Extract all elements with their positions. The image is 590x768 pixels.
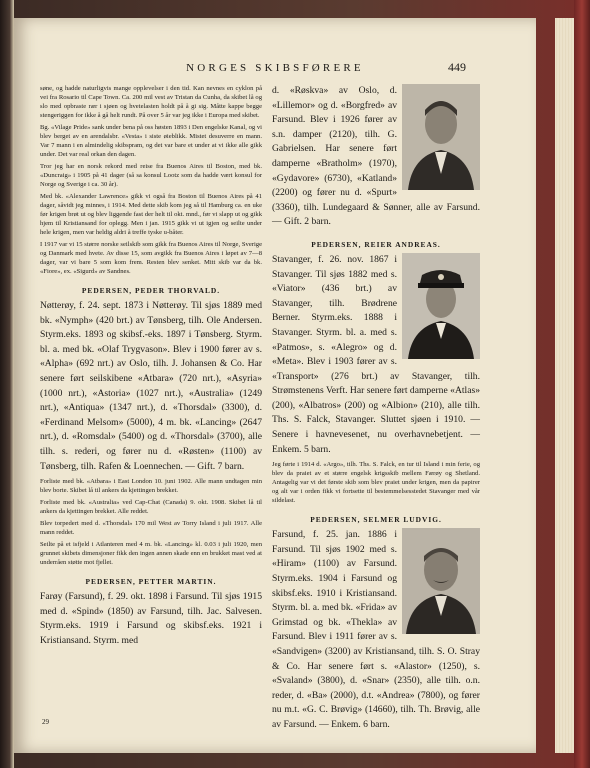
portrait-photo <box>402 84 480 190</box>
entry-bio: Nøtterøy, f. 24. sept. 1873 i Nøtterøy. Til sjøs 1889 med bk. «Nymph» (420 brt.) av Tønsberg, tilh. Ole Andersen. Styrm.eks. 1893 og skibsf.-eks. 1897 i Tønsberg. Styrm. bl. a. med bk. «Olaf Trygvason». Blev i 1900 fører av s. «Alpha» (692 nrt.) av Oslo, tilh. J. Johansen & Co. Har senere ført seilskibene «Atbara» (720 nrt.), «Asyria» (1000 nrt.), «Astoria» (1027 nrt.), «Australia» (1249 nrt.), «Antiqua» (1347 nrt.), d. «Thorsdal» (3300), d. «Ferdinand Melsom» (5000), 4 m. bk. «Lancing» (2647 nrt.), d. «Romsdal» (5400) og d. «Thorsdal» (3700), alle tilh. s. rederi, og fører nu d. «Røsten» (1100) av Tønsberg, tilh. Rafen & Loennechen. — Gift. 7 barn. <box>40 300 262 472</box>
portrait-man-suit-icon <box>402 84 480 190</box>
entry-note: Forliste med bk. «Australia» ved Cap-Chat (Canada) 9. okt. 1908. Skibet lå til ankers da kjettingen brekket. Alle reddet. <box>40 499 262 516</box>
entry-note: Seilte på et isfjeld i Atlanteren med 4 m. bk. «Lancing» kl. 0.03 i juli 1920, men grunnet skibets dimensjoner fikk den ingen annen skade enn en brukket mast ved at underråen støtte mot fjellet. <box>40 541 262 567</box>
intro-paragraph: søne, og hadde naturligvis mange opplevelser i den tid. Kan nevnes en cyklon på vei fra Rosario til Cape Town. Ca. 200 mil vest av Tristan da Cunha, da skibet lå og slo med opbraste rær i sjøen og hvetelasten holdt på å gi sig. Måtte kappe begge stengeriggen for ikke å gå helt rundt. På over 5 år var jeg ikke i Europa med skibet. <box>40 85 262 119</box>
portrait-man-mustache-icon <box>402 528 480 634</box>
book-cover-edge <box>574 0 590 768</box>
entry-note: Forliste med bk. «Atbara» i East London 10. juni 1902. Alle mann undtagen min blev borte. Skibet lå til ankers da kjettingen brekket. <box>40 478 262 495</box>
entry-bio-continued: Farøy (Farsund), f. 29. okt. 1898 i Farsund. Til sjøs 1915 med d. «Spind» (1850) av Farsund, tilh. Jac. Salvesen. Styrm.eks. 1919 i Farsund og skibsf.eks. 1921 i Kristiansand. Styrm. med <box>40 591 262 646</box>
intro-paragraph: Med bk. «Alexander Lawrence» gikk vi også fra Boston til Buenos Aires på 41 dager, såvidt jeg minnes, i 1914. Med dette skib kom jeg så til Hamburg ca. en uke før krigen brøt ut og blev liggende fast der helt til okt. mnd., før vi slapp ut og gikk hjem til Kristiansand for oplegg. Men i jan. 1915 gikk vi ut igjen og seilte under hele krigen, men var heldig aldri å treffe tyske u-båter. <box>40 193 262 236</box>
entry-bio: Farsund, f. 25. jan. 1886 i Farsund. Til sjøs 1902 med s. «Hiram» (1100) av Farsund. Styrm.eks. 1904 i Farsund og skibsf.eks. 1910 i Kristiansand. Styrm. bl. a. med bk. «Frida» av Grimstad og bk. «Thekla» av Farsund. Blev i 1911 fører av s. «Sandvigen» (3200) av Kristiansand, tilh. S. O. Stray & Co. Har senere ført s. «Alastor» (1250), s. «Svaland» (3800), d. «Snar» (2350), alle tilh. o.n. reder, d. «Ba» (2000), d.t. «Andrea» (7800), og fører nu m.t. «G. C. Brøvig» (14660), tilh. Th. Brøvig, alle av Farsund. — Enkem. 6 barn. <box>272 529 480 730</box>
portrait-captain-cap-icon <box>402 253 480 359</box>
intro-paragraph: Tror jeg har en norsk rekord med reise fra Buenos Aires til Boston, med bk. «Duncraig» i 1905 på 41 dager (så sa konsul Lootz som da hadde vært konsul for Norge og Sverige i ca. 30 år). <box>40 163 262 188</box>
entry-heading: PEDERSEN, PEDER THORVALD. <box>81 286 221 295</box>
left-column <box>40 84 262 652</box>
portrait-photo <box>402 253 480 359</box>
right-column <box>272 84 480 736</box>
entry-note: Blev torpedert med d. «Thorsdal» 170 mil West av Torry Island i juli 1917. Alle mann reddet. <box>40 520 262 537</box>
page-number: 449 <box>448 60 466 74</box>
book-page <box>14 18 536 753</box>
entry-heading: PEDERSEN, PETTER MARTIN. <box>85 577 217 587</box>
intro-paragraph: Bg. «Vilage Pride» sank under bena på oss høsten 1893 i Den engelske Kanal, og vi blev berget av en arendalsbr. «Vesta» i siste øieblikk. Mistet desuverre en mann. Var 7 mann i en almindelig skibspram, og det var bare et under at vi ikke alle gikk under. Det var real orkan den dagen. <box>40 124 262 158</box>
entry-heading: PEDERSEN, REIER ANDREAS. <box>311 239 441 249</box>
running-title: NORGES SKIBSFØRERE <box>186 62 364 74</box>
entry-bio: Stavanger, f. 26. nov. 1867 i Stavanger. Til sjøs 1882 med s. «Viator» (436 brt.) av Stavanger, tilh. Brødrene Berner. Styrm.eks. 1888 i Stavanger. Styrm. bl. a. med s. «Patmos», s. «Alegro» og d. «Meta». Blev i 1903 fører av s. «Transport» (276 brt.) av Stavanger, tilh. Strømstenens Verft. Har senere ført damperne «Atlas» (200), «Albatros» (200) og «Albion» (210), alle tilh. Ths. S. Falck, Stavanger. Sluttet sjøen i 1910. — Senere i havnevesenet, nu overhavnebetjent. — Enkem. 5 barn. <box>272 253 480 455</box>
signature-mark: 29 <box>42 718 49 726</box>
book-binding <box>0 0 14 768</box>
entry-bio-continued: d. «Røskva» av Oslo, d. «Lillemor» og d. «Borgfred» av Farsund. Blev i 1926 fører av s.n. damper (2120), tilh. G. Gabrielsen. Har senere ført damperne «Bratholm» (1970), «Gydavore» (6730), «Katland» (2200) og fører nu d. «Spurt» (3360), tilh. Lundegaard & Sønner, alle av Farsund. — Gift. 2 barn. <box>272 85 480 228</box>
intro-paragraph: I 1917 var vi 15 større norske seilskib som gikk fra Buenos Aires til Norge, Sverige og Danmark med hvete. Av disse 15, som avgikk fra Buenos Aires i løpet av 7—8 dager, var vi bare 5 som kom frem. Resten blev senket. Mitt skib var da bk. «Fiore», ex. «Sigurd» av Sandnes. <box>40 241 262 275</box>
entry-note: Jeg førte i 1914 d. «Argo», tilh. Ths. S. Falck, en tur til Island i min ferie, og blev da praiet av et større engelsk krigsskib mellem Færøy og Shetland. Antagelig var vi det første skib som blev praiet under krigen, men da papirer og alt var i orden fikk vi fortsette til bestemmelsesstedet Stavanger med vår sildelast. <box>272 461 480 505</box>
entry-heading: PEDERSEN, SELMER LUDVIG. <box>310 515 442 525</box>
portrait-photo <box>402 528 480 634</box>
page-edges <box>555 18 576 753</box>
